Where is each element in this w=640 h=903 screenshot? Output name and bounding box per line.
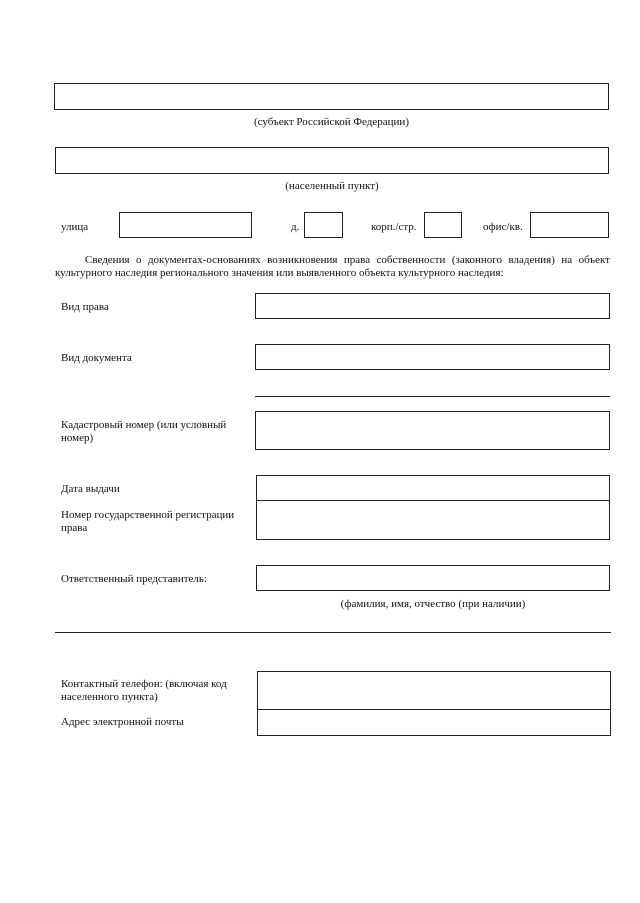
phone-input[interactable] bbox=[257, 671, 611, 710]
cadastral-number-input[interactable] bbox=[255, 411, 610, 450]
region-caption: (субъект Российской Федерации) bbox=[254, 116, 409, 128]
representative-input[interactable] bbox=[256, 565, 610, 591]
phone-label: Контактный телефон: (включая код населенного пункта) bbox=[61, 678, 227, 703]
document-type-underline bbox=[255, 396, 610, 397]
section-divider bbox=[55, 632, 611, 633]
office-label: офис/кв. bbox=[483, 221, 523, 233]
representative-caption: (фамилия, имя, отчество (при наличии) bbox=[340, 598, 526, 610]
intro-paragraph: Сведения о документах-основаниях возникновения права собственности (законного владения) на объект культурного наследия регионального значения или выявленного объекта культурного наследия: bbox=[55, 254, 610, 279]
street-label: улица bbox=[61, 221, 89, 233]
locality-input[interactable] bbox=[55, 147, 609, 174]
building-input[interactable] bbox=[424, 212, 462, 238]
email-label: Адрес электронной почты bbox=[61, 716, 184, 728]
house-label: д. bbox=[291, 221, 300, 233]
cadastral-number-label: Кадастровый номер (или условный номер) bbox=[61, 419, 227, 444]
email-input[interactable] bbox=[257, 709, 611, 736]
house-input[interactable] bbox=[304, 212, 343, 238]
registration-number-label: Номер государственной регистрации права bbox=[61, 509, 235, 534]
office-input[interactable] bbox=[530, 212, 609, 238]
issue-date-label: Дата выдачи bbox=[61, 483, 120, 495]
document-type-label: Вид документа bbox=[61, 352, 132, 364]
representative-label: Ответственный представитель: bbox=[61, 573, 207, 585]
right-type-label: Вид права bbox=[61, 301, 109, 313]
registration-number-input[interactable] bbox=[256, 500, 610, 540]
building-label: корп./стр. bbox=[371, 221, 417, 233]
region-input[interactable] bbox=[54, 83, 609, 110]
document-type-input[interactable] bbox=[255, 344, 610, 370]
right-type-input[interactable] bbox=[255, 293, 610, 319]
issue-date-input[interactable] bbox=[256, 475, 610, 501]
street-input[interactable] bbox=[119, 212, 252, 238]
locality-caption: (населенный пункт) bbox=[285, 180, 379, 192]
